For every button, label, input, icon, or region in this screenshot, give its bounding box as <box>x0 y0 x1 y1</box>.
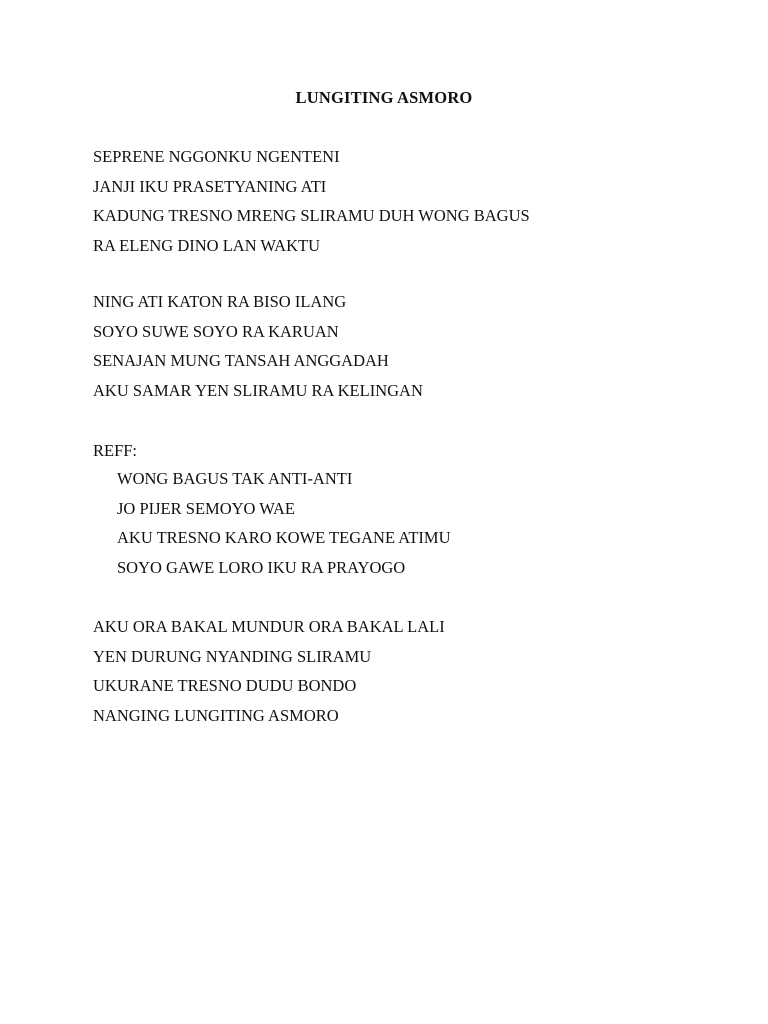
song-title: LUNGITING ASMORO <box>295 88 473 107</box>
reff-stanza <box>117 464 451 582</box>
lyric-line: KADUNG TRESNO MRENG SLIRAMU DUH WONG BAGUS <box>93 206 530 225</box>
lyric-line: NING ATI KATON RA BISO ILANG <box>93 292 347 311</box>
lyric-line: SENAJAN MUNG TANSAH ANGGADAH <box>93 351 389 370</box>
lyric-line: JO PIJER SEMOYO WAE <box>117 498 296 518</box>
lyric-line: RA ELENG DINO LAN WAKTU <box>93 235 321 255</box>
lyric-line: NANGING LUNGITING ASMORO <box>93 705 339 725</box>
lyric-line: SOYO GAWE LORO IKU RA PRAYOGO <box>117 557 406 577</box>
lyric-line: SEPRENE NGGONKU NGENTENI <box>93 147 340 166</box>
lyric-line: YEN DURUNG NYANDING SLIRAMU <box>93 646 372 666</box>
lyric-line: AKU TRESNO KARO KOWE TEGANE ATIMU <box>117 528 451 547</box>
lyric-line: AKU SAMAR YEN SLIRAMU RA KELINGAN <box>93 380 423 400</box>
stanza-2 <box>93 287 423 405</box>
stanza-3 <box>93 612 445 730</box>
lyric-line: JANJI IKU PRASETYANING ATI <box>93 176 327 196</box>
lyric-line: WONG BAGUS TAK ANTI-ANTI <box>117 469 353 488</box>
lyric-line: UKURANE TRESNO DUDU BONDO <box>93 676 357 695</box>
lyric-line: SOYO SUWE SOYO RA KARUAN <box>93 321 339 341</box>
lyric-line: AKU ORA BAKAL MUNDUR ORA BAKAL LALI <box>93 617 445 636</box>
stanza-1 <box>93 142 530 260</box>
reff-label: REFF: <box>93 441 138 460</box>
